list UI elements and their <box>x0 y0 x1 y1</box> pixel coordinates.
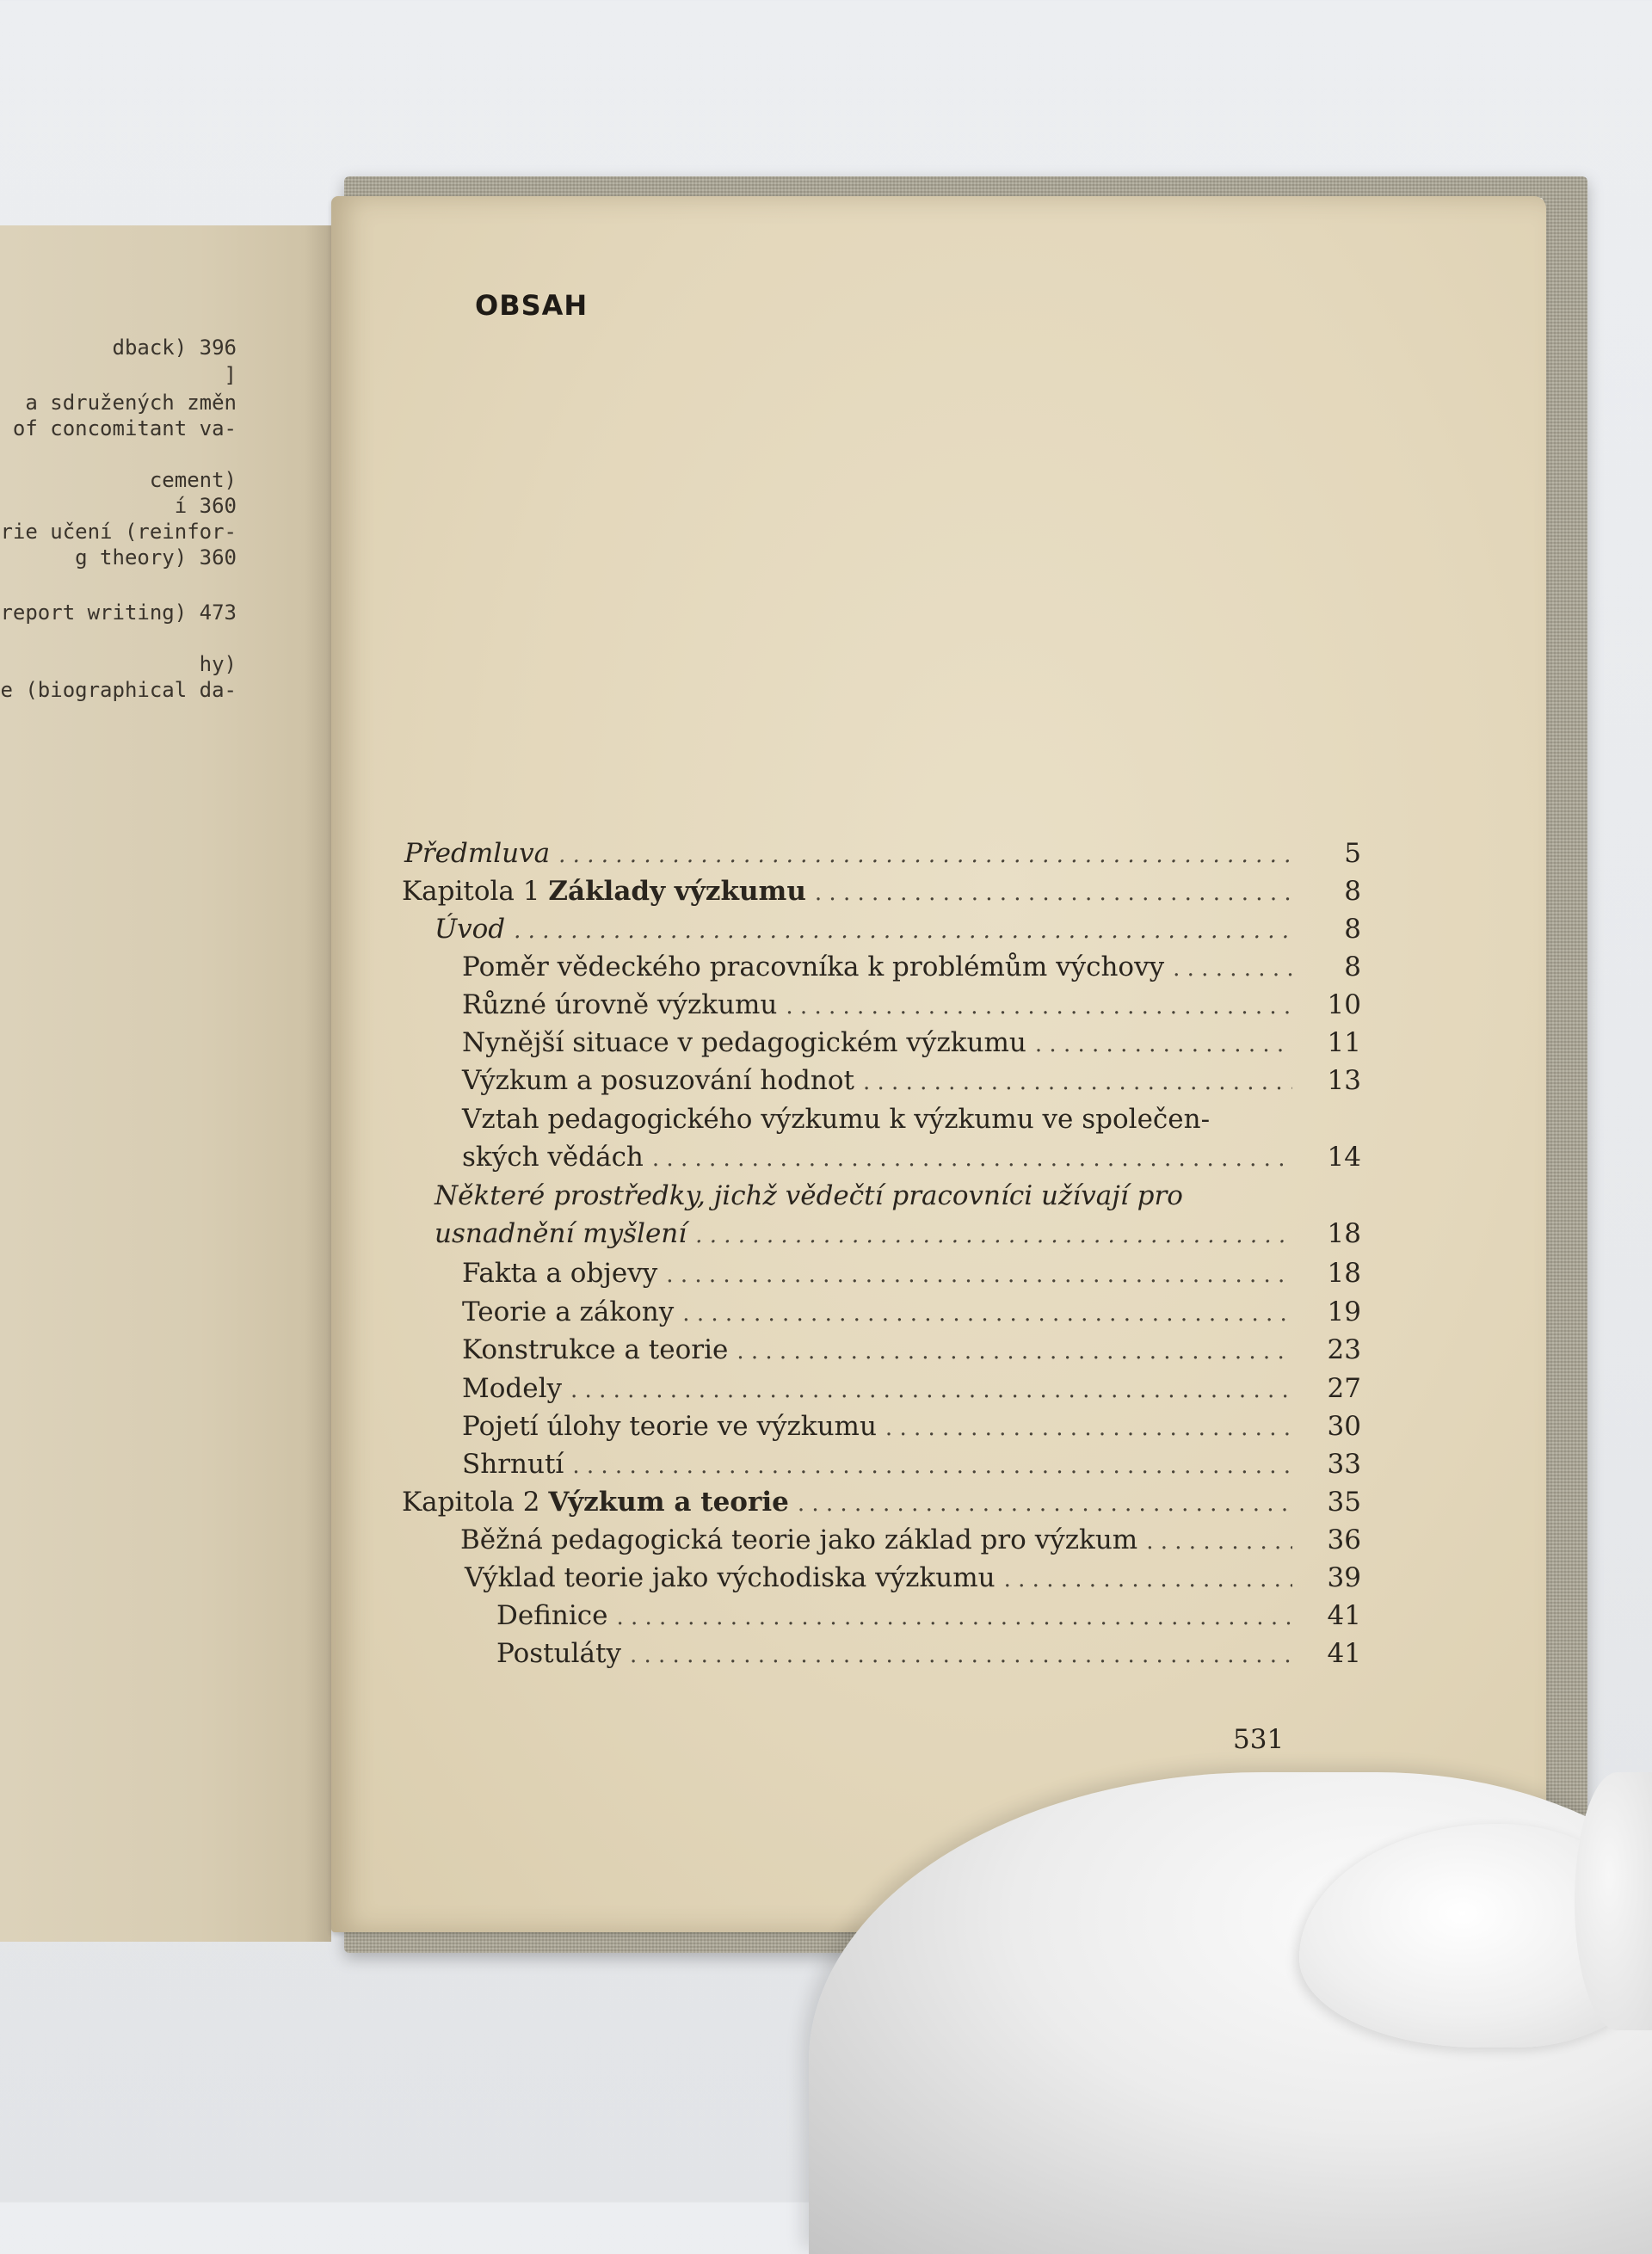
left-line: í 360 <box>174 494 237 518</box>
toc-entry-title: Výzkum a teorie <box>548 1487 789 1518</box>
toc-entry-page: 18 <box>1327 1258 1361 1289</box>
toc-chapter-label: Kapitola 2 <box>402 1487 540 1518</box>
toc-leader-dots <box>798 1491 1292 1517</box>
toc-entry-title: Definice <box>496 1600 608 1631</box>
toc-leader-dots <box>1004 1567 1292 1592</box>
toc-entry <box>435 1180 1361 1216</box>
toc-entry-page: 11 <box>1327 1027 1361 1058</box>
toc-entry <box>462 1334 1361 1370</box>
toc-leader-dots <box>1146 1529 1292 1555</box>
toc-entry-title: Úvod <box>435 914 506 945</box>
toc-leader-dots <box>1035 1032 1292 1057</box>
toc-entry-title: Poměr vědeckého pracovníka k problémům výchovy <box>462 951 1165 982</box>
toc-entry-page: 33 <box>1327 1449 1361 1480</box>
toc-leader-dots <box>558 842 1292 868</box>
toc-leader-dots <box>815 880 1292 906</box>
toc-entry <box>462 1296 1361 1333</box>
toc-leader-dots <box>885 1415 1292 1441</box>
toc-entry-title: Nynější situace v pedagogickém výzkumu <box>462 1027 1026 1058</box>
toc-entry-page: 41 <box>1327 1600 1361 1631</box>
toc-entry <box>462 1142 1361 1178</box>
left-line: cement) <box>149 468 237 492</box>
toc-entry-page: 8 <box>1344 914 1361 945</box>
toc-entry-page: 5 <box>1344 838 1361 869</box>
left-line: hy) <box>199 652 237 676</box>
toc-entry-title: Předmluva <box>404 838 551 869</box>
toc-leader-dots <box>666 1262 1292 1288</box>
toc-entry-title: usnadnění myšlení <box>435 1218 687 1249</box>
toc-entry-title: Základy výzkumu <box>548 876 806 907</box>
toc-entry-title: Modely <box>462 1373 563 1404</box>
toc-leader-dots <box>616 1604 1292 1630</box>
toc-entry-page: 14 <box>1327 1142 1361 1173</box>
toc-entry <box>462 1027 1361 1063</box>
toc-leader-dots <box>570 1377 1292 1403</box>
toc-entry-page: 30 <box>1327 1411 1361 1442</box>
toc-entry-title: Teorie a zákony <box>462 1296 675 1327</box>
toc-entry <box>496 1638 1361 1674</box>
toc-entry-title: Konstrukce a teorie <box>462 1334 729 1365</box>
toc-entry <box>465 1562 1361 1598</box>
toc-entry-page: 19 <box>1327 1296 1361 1327</box>
left-line: report writing) 473 <box>0 600 237 625</box>
toc-entry-page: 41 <box>1327 1638 1361 1669</box>
toc-entry-title: Výzkum a posuzování hodnot <box>462 1065 854 1096</box>
toc-entry-page: 10 <box>1327 989 1361 1020</box>
toc-entry-title: Postuláty <box>496 1638 621 1669</box>
left-line: dback) 396 <box>112 336 237 360</box>
toc-entry-title: Různé úrovně výzkumu <box>462 989 778 1020</box>
toc-entry-title: Běžná pedagogická teorie jako základ pro výzkum <box>460 1524 1138 1555</box>
toc-entry <box>435 914 1361 950</box>
toc-leader-dots <box>863 1069 1292 1095</box>
toc-leader-dots <box>514 918 1292 944</box>
toc-entry <box>462 951 1361 988</box>
toc-entry-page: 36 <box>1327 1524 1361 1555</box>
left-line: a sdružených změn <box>25 391 237 415</box>
toc-leader-dots <box>695 1222 1292 1248</box>
toc-entry <box>462 1449 1361 1485</box>
toc-entry <box>462 1373 1361 1409</box>
toc-entry <box>462 1104 1361 1140</box>
page-title: OBSAH <box>475 289 589 322</box>
toc-entry-page: 39 <box>1327 1562 1361 1593</box>
toc-entry-page: 13 <box>1327 1065 1361 1096</box>
left-line: of concomitant va- <box>12 416 237 440</box>
toc-entry-page: 27 <box>1327 1373 1361 1404</box>
toc-entry <box>460 1524 1361 1561</box>
toc-entry-page: 35 <box>1327 1487 1361 1518</box>
toc-entry-title: Pojetí úlohy teorie ve výzkumu <box>462 1411 877 1442</box>
toc-entry-title: Vztah pedagogického výzkumu k výzkumu ve společen- <box>462 1104 1211 1135</box>
toc-entry <box>435 1218 1361 1254</box>
toc-entry-page: 18 <box>1327 1218 1361 1249</box>
toc-entry-title: Shrnutí <box>462 1449 564 1480</box>
toc-entry <box>402 876 1361 912</box>
toc-entry-page: 23 <box>1327 1334 1361 1365</box>
toc-leader-dots <box>572 1453 1292 1479</box>
toc-entry <box>402 1487 1361 1523</box>
toc-leader-dots <box>630 1642 1292 1668</box>
glove-thumb <box>1575 1772 1652 2030</box>
toc-entry-title: Fakta a objevy <box>462 1258 658 1289</box>
toc-leader-dots <box>1173 956 1292 982</box>
toc-leader-dots <box>786 994 1292 1019</box>
toc-entry-title: Výklad teorie jako východiska výzkumu <box>465 1562 996 1593</box>
toc-entry-page: 8 <box>1344 951 1361 982</box>
toc-entry <box>496 1600 1361 1636</box>
toc-leader-dots <box>682 1301 1292 1327</box>
toc-leader-dots <box>652 1146 1292 1172</box>
toc-leader-dots <box>737 1339 1292 1364</box>
toc-entry <box>462 1065 1361 1101</box>
left-line: e (biographical da- <box>0 678 237 702</box>
toc-entry-title: ských vědách <box>462 1142 644 1173</box>
toc-chapter-label: Kapitola 1 <box>402 876 540 907</box>
left-line: g theory) 360 <box>75 545 237 570</box>
toc-entry <box>462 1411 1361 1447</box>
toc-entry-page: 8 <box>1344 876 1361 907</box>
toc-entry <box>404 838 1361 874</box>
left-line: ] <box>224 363 237 387</box>
toc-entry-title: Některé prostředky, jichž vědečtí pracovníci užívají pro <box>435 1180 1183 1211</box>
toc-entry <box>462 989 1361 1025</box>
toc-entry <box>462 1258 1361 1294</box>
left-line: rie učení (reinfor- <box>0 520 237 544</box>
page-number: 531 <box>1233 1724 1285 1755</box>
